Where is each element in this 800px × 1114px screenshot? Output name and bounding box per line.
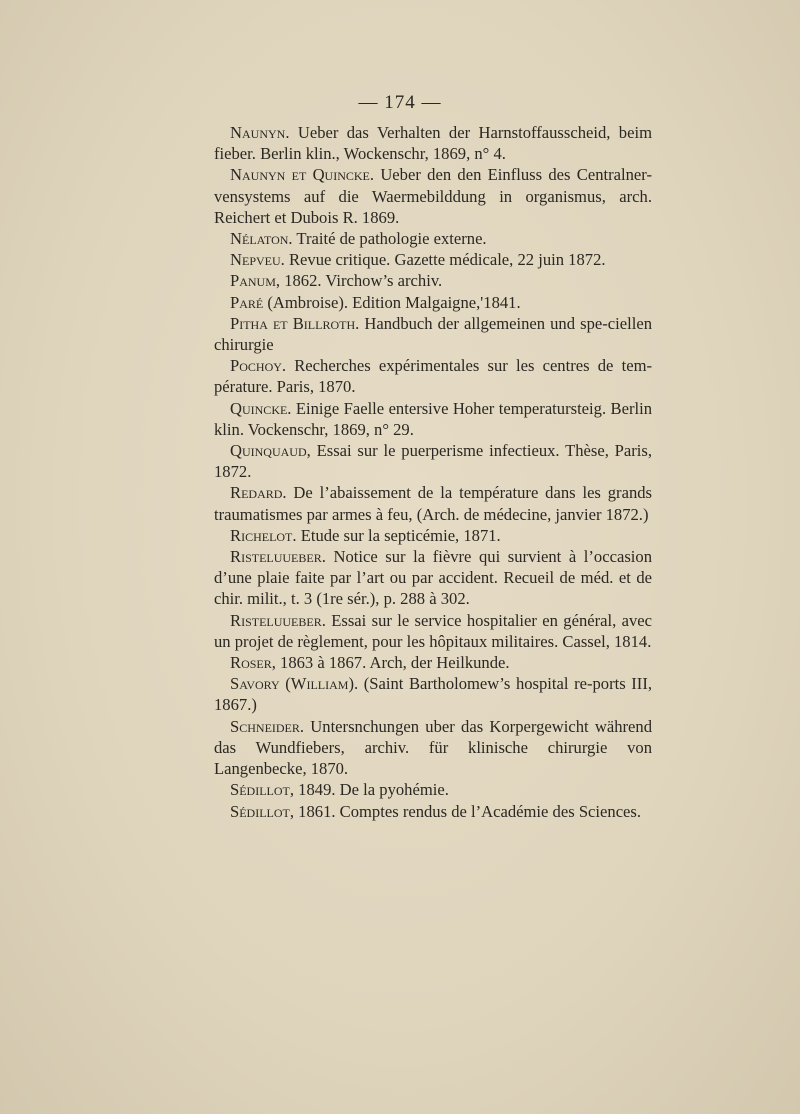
reference-text: Traité de pathologie externe.: [292, 229, 487, 249]
reference-author: Roser,: [230, 653, 276, 673]
reference-author: Naunyn.: [230, 123, 290, 142]
reference-entry: [214, 228, 652, 249]
reference-entry: [214, 292, 652, 313]
reference-entry: [214, 779, 652, 800]
reference-text: (Ambroise). Edition Malgaigne,'1841.: [263, 292, 521, 312]
reference-text: Essai sur le puerperisme infectieux. Thèse, Paris, 1872.: [214, 441, 652, 482]
reference-author: Paré: [230, 292, 264, 312]
reference-text: 1862. Virchow’s archiv.: [280, 271, 443, 291]
reference-author: Pochoy.: [230, 356, 287, 376]
reference-author: Savory (William).: [230, 674, 359, 694]
reference-entry: [214, 801, 652, 822]
reference-entry: [214, 546, 652, 610]
reference-entry: [214, 673, 652, 715]
reference-text: Revue critique. Gazette médicale, 22 juin 1872.: [284, 250, 606, 270]
reference-entry: [214, 610, 652, 652]
reference-text: Recherches expérimentales sur les centres de tem-pérature. Paris, 1870.: [214, 356, 652, 397]
reference-author: Richelot.: [230, 525, 297, 545]
reference-list: [214, 122, 652, 822]
reference-author: Sédillot,: [230, 780, 295, 800]
reference-entry: [214, 525, 652, 546]
reference-text: Essai sur le service hospitalier en général, avec un projet de règlement, pour les hôpitaux militaires. Cassel, 1814.: [214, 610, 652, 651]
reference-text: Einige Faelle entersive Hoher temperatursteig. Berlin klin. Vockenschr, 1869, n° 29.: [214, 398, 652, 439]
reference-entry: [214, 270, 652, 291]
reference-entry: [214, 398, 652, 440]
reference-author: Redard.: [230, 483, 287, 503]
reference-entry: [214, 313, 652, 355]
reference-entry: [214, 164, 652, 228]
reference-entry: [214, 716, 652, 780]
reference-entry: [214, 652, 652, 673]
reference-text: Etude sur la septicémie, 1871.: [296, 525, 501, 545]
reference-author: Sédillot,: [230, 801, 295, 821]
reference-text: Ueber den den Einfluss des Centralner-vensystems auf die Waermebilddung in organismus, arch. Reichert et Dubois R. 1869.: [214, 165, 652, 227]
reference-text: (Saint Bartholomew’s hospital re-ports III, 1867.): [214, 674, 653, 715]
reference-text: Ueber das Verhalten der Harnstoffausscheid, beim fieber. Berlin klin., Wockenschr, 1869, n° 4.: [214, 123, 652, 164]
reference-entry: [214, 122, 652, 164]
reference-text: Notice sur la fièvre qui survient à l’occasion d’une plaie faite par l’art ou par accident. Recueil de méd. et de chir. milit., t. 3 (1re sér.), p. 288 à 302.: [214, 547, 652, 609]
reference-text: 1849. De la pyohémie.: [294, 780, 449, 800]
reference-entry: [214, 355, 652, 397]
reference-entry: [214, 440, 652, 482]
reference-text: 1863 à 1867. Arch, der Heilkunde.: [275, 653, 510, 673]
reference-text: 1861. Comptes rendus de l’Académie des Sciences.: [294, 801, 642, 821]
reference-author: Quincke.: [230, 398, 292, 418]
reference-author: Pitha et Billroth.: [230, 313, 360, 333]
reference-text: Untersnchungen uber das Korpergewicht während das Wundfiebers, archiv. für klinische chirurgie von Langenbecke, 1870.: [214, 716, 652, 779]
reference-entry: [214, 249, 652, 270]
reference-text: Handbuch der allgemeinen und spe-ciellen chirurgie: [214, 313, 652, 355]
reference-author: Nepveu.: [230, 250, 285, 270]
reference-author: Schneider.: [230, 716, 305, 736]
reference-author: Nélaton.: [230, 229, 293, 249]
reference-author: Panum,: [230, 271, 281, 291]
reference-author: Risteluueber.: [230, 547, 326, 567]
reference-author: Quinquaud,: [230, 441, 311, 461]
page-number: — 174 —: [358, 92, 442, 113]
reference-author: Naunyn et Quincke.: [230, 165, 375, 185]
reference-author: Risteluueber.: [230, 610, 326, 630]
reference-text: De l’abaissement de la température dans les grands traumatismes par armes à feu, (Arch. de médecine, janvier 1872.): [214, 483, 652, 524]
reference-entry: [214, 482, 652, 524]
